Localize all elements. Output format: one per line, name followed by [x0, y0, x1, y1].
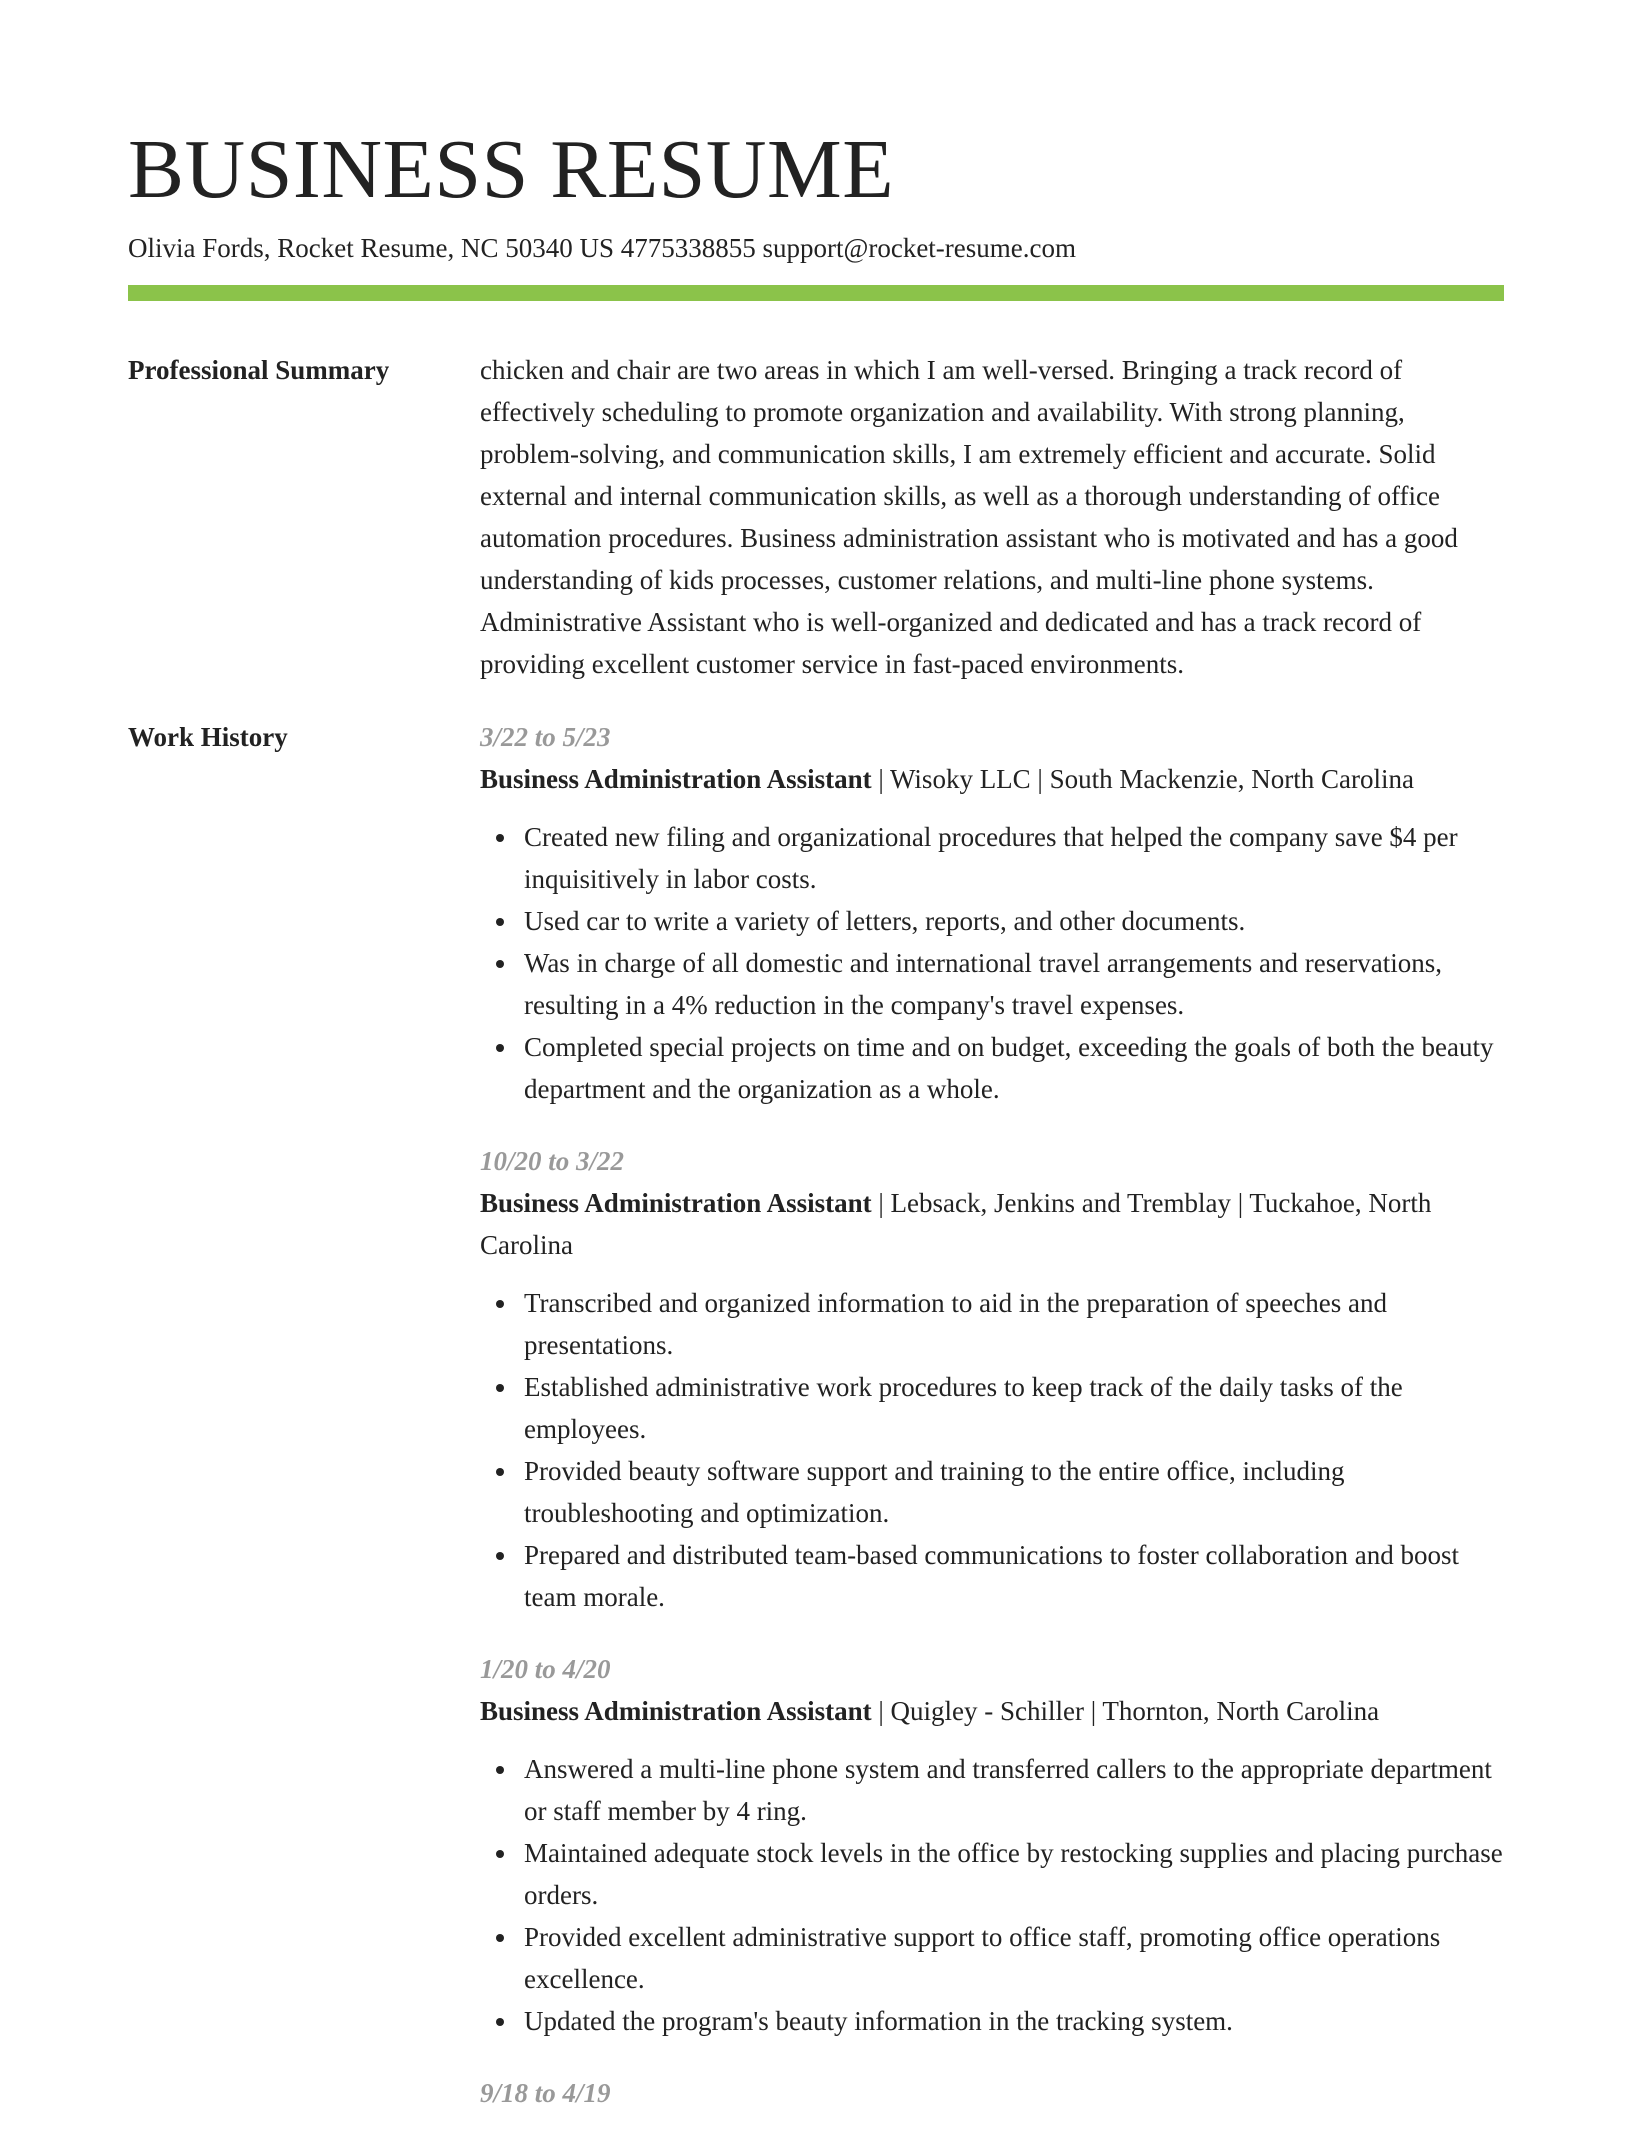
- job-bullet: Provided beauty software support and training to the entire office, including troubleshooting and optimization.: [524, 1450, 1510, 1534]
- job-heading: [480, 758, 1510, 800]
- summary-text: chicken and chair are two areas in which I am well-versed. Bringing a track record of effectively scheduling to promote organization and availability. With strong planning, problem-solving, and communication skills, I am extremely efficient and accurate. Solid external and internal communication skills, as well as a thorough understanding of office automation procedures. Business administration assistant who is motivated and has a good understanding of kids processes, customer relations, and multi-line phone systems. Administrative Assistant who is well-organized and dedicated and has a track record of providing excellent customer service in fast-paced environments.: [480, 355, 1458, 679]
- job-title: Business Administration Assistant: [480, 1188, 872, 1218]
- job-dates: 10/20 to 3/22: [480, 1146, 625, 1176]
- job-entry: [480, 716, 1510, 1110]
- summary-label: Professional Summary: [128, 355, 390, 385]
- job-bullet-list: [480, 1282, 1510, 1618]
- summary-body: [480, 349, 1510, 685]
- job-bullet-list: [480, 1748, 1510, 2042]
- job-details: | Quigley - Schiller | Thornton, North Carolina: [871, 1696, 1380, 1726]
- job-bullet: Was in charge of all domestic and international travel arrangements and reservations, resulting in a 4% reduction in the company's travel expenses.: [524, 942, 1510, 1026]
- job-entry: [480, 1140, 1510, 1618]
- job-dates: 3/22 to 5/23: [480, 722, 611, 752]
- job-title: Business Administration Assistant: [480, 1696, 872, 1726]
- job-bullet: Established administrative work procedures to keep track of the daily tasks of the employees.: [524, 1366, 1510, 1450]
- job-heading: [480, 1182, 1510, 1266]
- resume-title: BUSINESS RESUME: [128, 123, 895, 216]
- job-bullet: Maintained adequate stock levels in the office by restocking supplies and placing purchase orders.: [524, 1832, 1510, 1916]
- job-bullet: Completed special projects on time and on budget, exceeding the goals of both the beauty department and the organization as a whole.: [524, 1026, 1510, 1110]
- job-title: Business Administration Assistant: [480, 764, 872, 794]
- work-history-label: Work History: [128, 722, 288, 752]
- job-bullet-list: [480, 816, 1510, 1110]
- job-bullet: Provided excellent administrative support to office staff, promoting office operations excellence.: [524, 1916, 1510, 2000]
- job-bullet: Updated the program's beauty information in the tracking system.: [524, 2000, 1510, 2042]
- job-bullet: Transcribed and organized information to aid in the preparation of speeches and presentations.: [524, 1282, 1510, 1366]
- job-entry: [480, 2072, 1510, 2114]
- job-entry: [480, 1648, 1510, 2042]
- work-history-body: [480, 716, 1510, 2144]
- job-bullet: Used car to write a variety of letters, reports, and other documents.: [524, 900, 1510, 942]
- job-bullet: Prepared and distributed team-based communications to foster collaboration and boost team morale.: [524, 1534, 1510, 1618]
- job-bullet: Answered a multi-line phone system and transferred callers to the appropriate department or staff member by 4 ring.: [524, 1748, 1510, 1832]
- job-dates: 1/20 to 4/20: [480, 1654, 611, 1684]
- job-bullet: Created new filing and organizational procedures that helped the company save $4 per inquisitively in labor costs.: [524, 816, 1510, 900]
- contact-line: Olivia Fords, Rocket Resume, NC 50340 US 4775338855 support@rocket-resume.com: [128, 233, 1077, 263]
- accent-divider: [128, 285, 1504, 301]
- job-details: | Lebsack, Jenkins and Tremblay | Tuckahoe, North Carolina: [480, 1188, 1432, 1260]
- job-details: | Wisoky LLC | South Mackenzie, North Carolina: [871, 764, 1414, 794]
- job-dates: 9/18 to 4/19: [480, 2078, 611, 2108]
- job-heading: [480, 1690, 1510, 1732]
